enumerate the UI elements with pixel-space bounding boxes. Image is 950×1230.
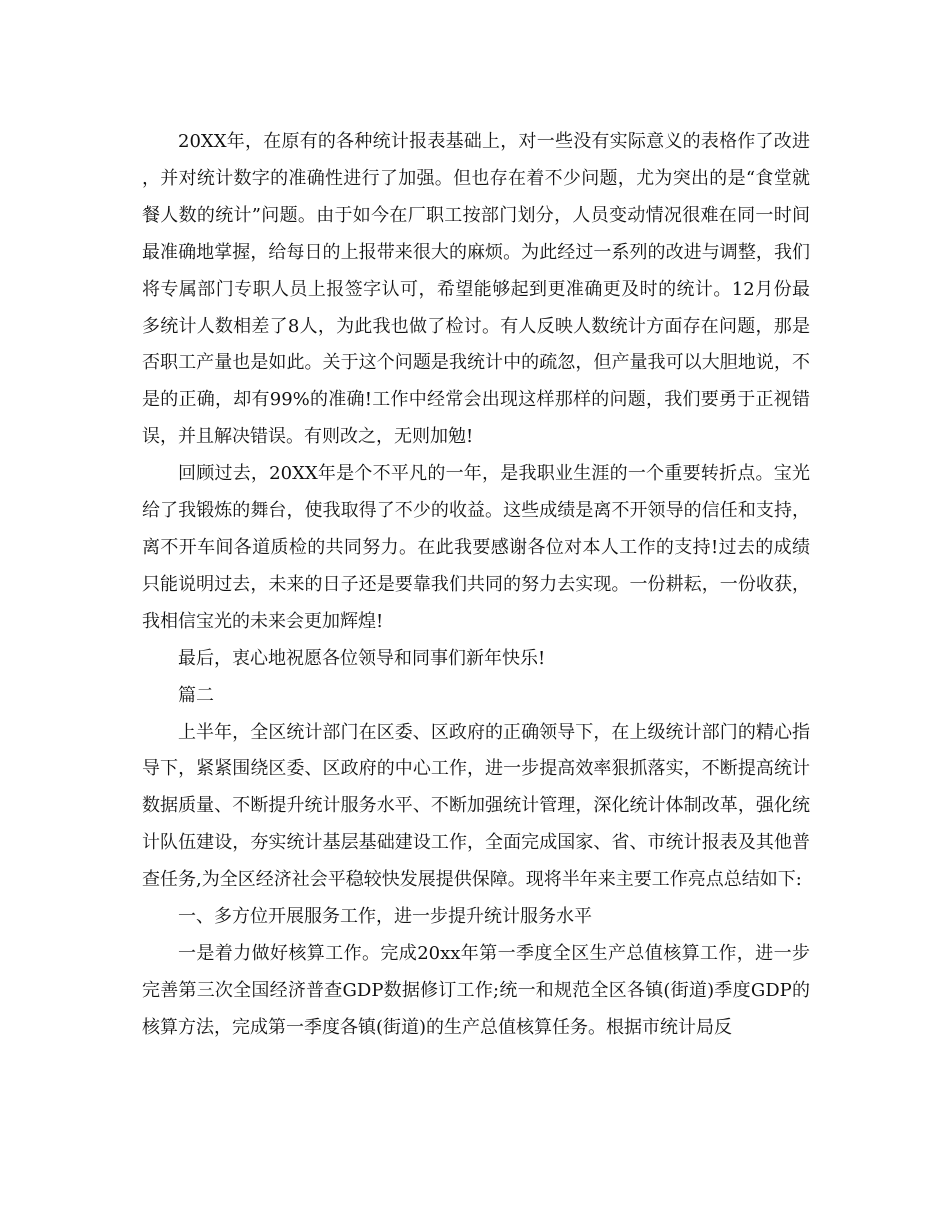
section-heading-part-two: 篇二 [178,684,214,706]
paragraph-new-year-wishes: 最后，衷心地祝愿各位领导和同事们新年快乐! [178,647,546,669]
subheading-service-work: 一、多方位开展服务工作，进一步提升统计服务水平 [178,906,592,928]
paragraph-statistics-improvement: 20XX年，在原有的各种统计报表基础上，对一些没有实际意义的表格作了改进，并对统计数字的准确性进行了加强。但也存在着不少问题，尤为突出的是“食堂就餐人数的统计”问题。由于如今在厂职工按部门划分，人员变动情况很难在同一时间最准确地掌握，给每日的上报带来很大的麻烦。为此经过一系列的改进与调整，我们将专属部门专职人员上报签字认可，希望能够起到更准确更及时的统计。12月份最多统计人数相差了8人，为此我也做了检讨。有人反映人数统计方面存在问题，那是否职工产量也是如此。关于这个问题是我统计中的疏忽，但产量我可以大胆地说，不是的正确，却有99%的准确!工作中经常会出现这样那样的问题，我们要勇于正视错误，并且解决错误。有则改之，无则加勉! [142,131,810,448]
paragraph-half-year-summary: 上半年，全区统计部门在区委、区政府的正确领导下，在上级统计部门的精心指导下，紧紧围绕区委、区政府的中心工作，进一步提高效率狠抓落实，不断提高统计数据质量、不断提升统计服务水平、不断加强统计管理，深化统计体制改革，强化统计队伍建设，夯实统计基层基础建设工作，全面完成国家、省、市统计报表及其他普查任务,为全区经济社会平稳较快发展提供保障。现将半年来主要工作亮点总结如下: [142,721,810,891]
paragraph-accounting-work: 一是着力做好核算工作。完成20xx年第一季度全区生产总值核算工作，进一步完善第三次全国经济普查GDP数据修订工作;统一和规范全区各镇(街道)季度GDP的核算方法，完成第一季度各镇(街道)的生产总值核算任务。根据市统计局反 [142,942,810,1038]
document-body [142,124,810,1047]
paragraph-review-past: 回顾过去，20XX年是个不平凡的一年，是我职业生涯的一个重要转折点。宝光给了我锻炼的舞台，使我取得了不少的收益。这些成绩是离不开领导的信任和支持，离不开车间各道质检的共同努力。在此我要感谢各位对本人工作的支持!过去的成绩只能说明过去，未来的日子还是要靠我们共同的努力去实现。一份耕耘，一份收获，我相信宝光的未来会更加辉煌! [142,463,810,632]
